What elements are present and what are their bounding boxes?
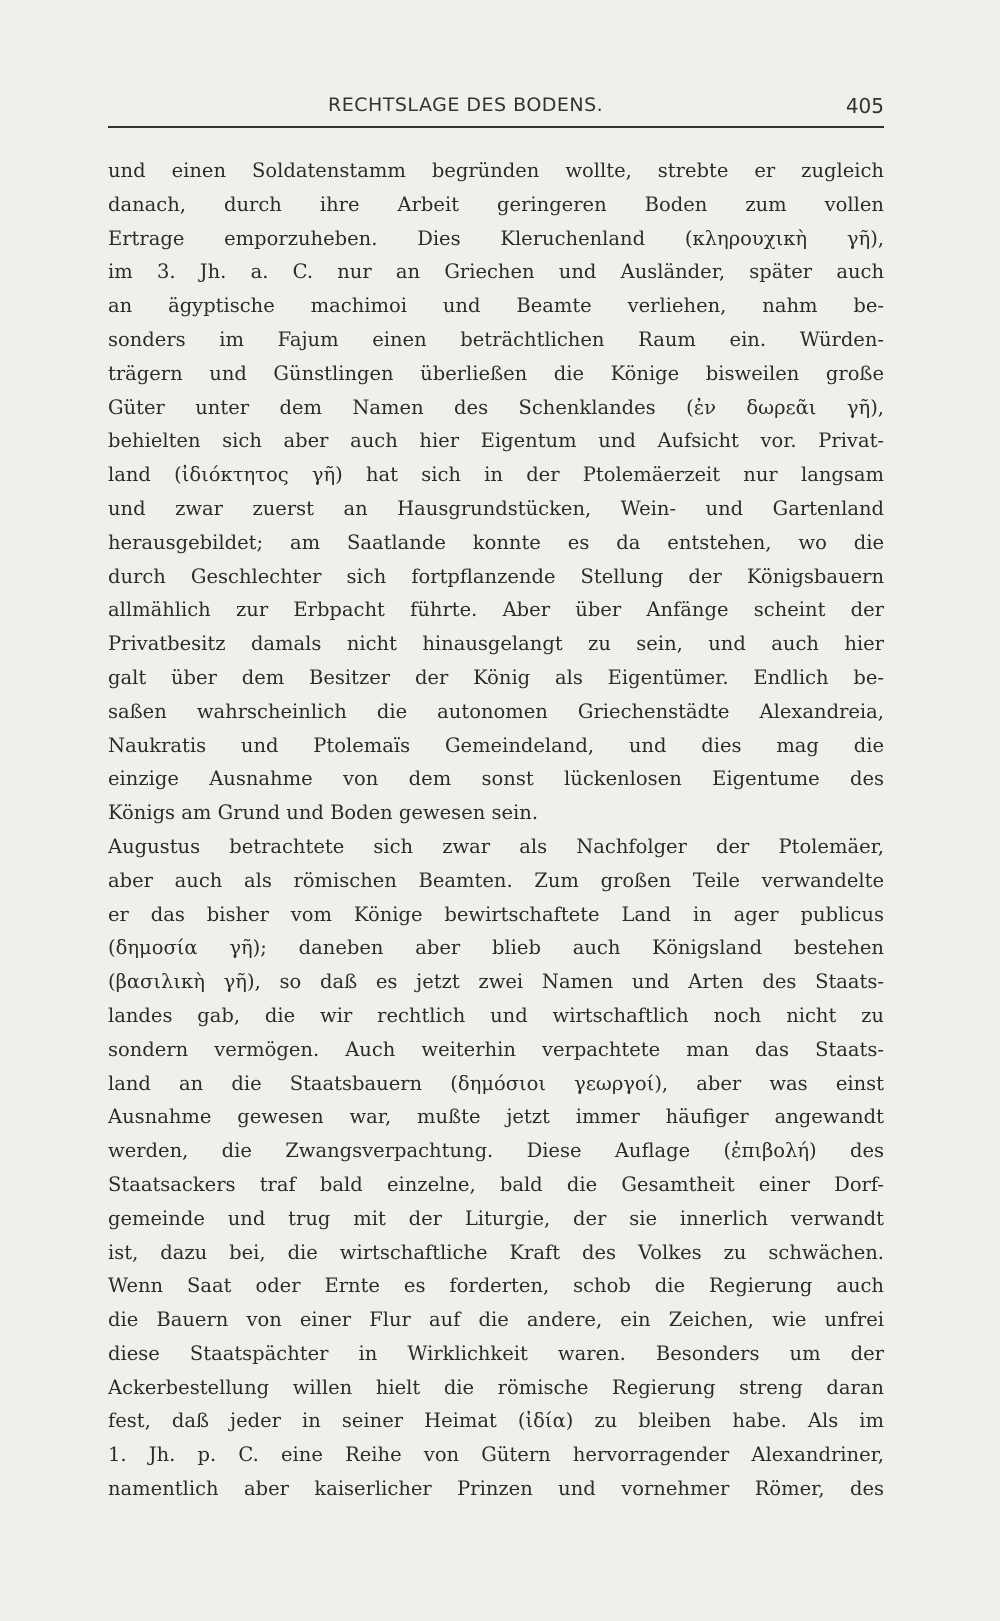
text-line: land an die Staatsbauern (δημόσιοι γεωργοί), aber was einst (108, 1071, 884, 1095)
text-line: er das bisher vom Könige bewirtschaftete Land in ager publicus (108, 902, 884, 926)
page-header (108, 92, 884, 128)
text-line: allmählich zur Erbpacht führte. Aber über Anfänge scheint der (108, 598, 884, 622)
text-line: an ägyptische machimoi und Beamte verliehen, nahm be- (108, 294, 884, 318)
text-line: Ausnahme gewesen war, mußte jetzt immer häufiger angewandt (108, 1105, 884, 1129)
text-line: Königs am Grund und Boden gewesen sein. (108, 801, 539, 825)
text-line: Ackerbestellung willen hielt die römische Regierung streng daran (108, 1375, 884, 1399)
text-line: behielten sich aber auch hier Eigentum und Aufsicht vor. Privat- (108, 429, 884, 453)
text-line: trägern und Günstlingen überließen die Könige bisweilen große (108, 361, 884, 385)
text-line: diese Staatspächter in Wirklichkeit waren. Besonders um der (108, 1341, 884, 1365)
text-line: danach, durch ihre Arbeit geringeren Boden zum vollen (108, 192, 884, 216)
text-line: Staatsackers traf bald einzelne, bald die Gesamtheit einer Dorf- (108, 1172, 884, 1196)
text-line: aber auch als römischen Beamten. Zum großen Teile verwandelte (108, 868, 884, 892)
text-line: (βασιλικὴ γῆ), so daß es jetzt zwei Namen und Arten des Staats- (108, 970, 884, 994)
text-line: 1. Jh. p. C. eine Reihe von Gütern hervorragender Alexandriner, (108, 1443, 884, 1467)
running-title: RECHTSLAGE DES BODENS. (328, 94, 604, 116)
page-number: 405 (845, 94, 884, 118)
text-line: sondern vermögen. Auch weiterhin verpachtete man das Staats- (108, 1037, 884, 1061)
text-line: Wenn Saat oder Ernte es forderten, schob die Regierung auch (108, 1274, 884, 1298)
text-line: die Bauern von einer Flur auf die andere, ein Zeichen, wie unfrei (108, 1308, 884, 1332)
text-line: gemeinde und trug mit der Liturgie, der sie innerlich verwandt (108, 1206, 884, 1230)
text-line: fest, daß jeder in seiner Heimat (ἰδία) zu bleiben habe. Als im (108, 1409, 884, 1433)
text-line: im 3. Jh. a. C. nur an Griechen und Ausländer, später auch (108, 260, 884, 284)
text-line: herausgebildet; am Saatlande konnte es da entstehen, wo die (108, 530, 884, 554)
text-line: durch Geschlechter sich fortpflanzende Stellung der Königsbauern (108, 564, 884, 588)
body-text (108, 154, 884, 1506)
text-line: einzige Ausnahme von dem sonst lückenlosen Eigentume des (108, 767, 884, 791)
text-line: galt über dem Besitzer der König als Eigentümer. Endlich be- (108, 665, 884, 689)
text-line: landes gab, die wir rechtlich und wirtschaftlich noch nicht zu (108, 1003, 884, 1027)
text-line: land (ἰδιόκτητος γῆ) hat sich in der Ptolemäerzeit nur langsam (108, 463, 884, 487)
text-line: Augustus betrachtete sich zwar als Nachfolger der Ptolemäer, (108, 834, 884, 858)
text-line: Ertrage emporzuheben. Dies Kleruchenland (κληρουχικὴ γῆ), (108, 226, 884, 250)
text-line: werden, die Zwangsverpachtung. Diese Auflage (ἐπιβολή) des (108, 1139, 884, 1163)
text-line: Naukratis und Ptolemaïs Gemeindeland, und dies mag die (108, 733, 884, 757)
text-line: saßen wahrscheinlich die autonomen Griechenstädte Alexandreia, (108, 699, 884, 723)
text-line: und zwar zuerst an Hausgrundstücken, Wein- und Gartenland (108, 496, 884, 520)
text-line: ist, dazu bei, die wirtschaftliche Kraft des Volkes zu schwächen. (108, 1240, 884, 1264)
text-line: namentlich aber kaiserlicher Prinzen und vornehmer Römer, des (108, 1477, 884, 1501)
text-line: Privatbesitz damals nicht hinausgelangt zu sein, und auch hier (108, 632, 884, 656)
text-line: Güter unter dem Namen des Schenklandes (ἐν δωρεᾶι γῆ), (108, 395, 884, 419)
text-line: sonders im Fajum einen beträchtlichen Raum ein. Würden- (108, 327, 884, 351)
text-line: (δημοσία γῆ); daneben aber blieb auch Königsland bestehen (108, 936, 884, 960)
text-line: und einen Soldatenstamm begründen wollte, strebte er zugleich (108, 159, 884, 182)
